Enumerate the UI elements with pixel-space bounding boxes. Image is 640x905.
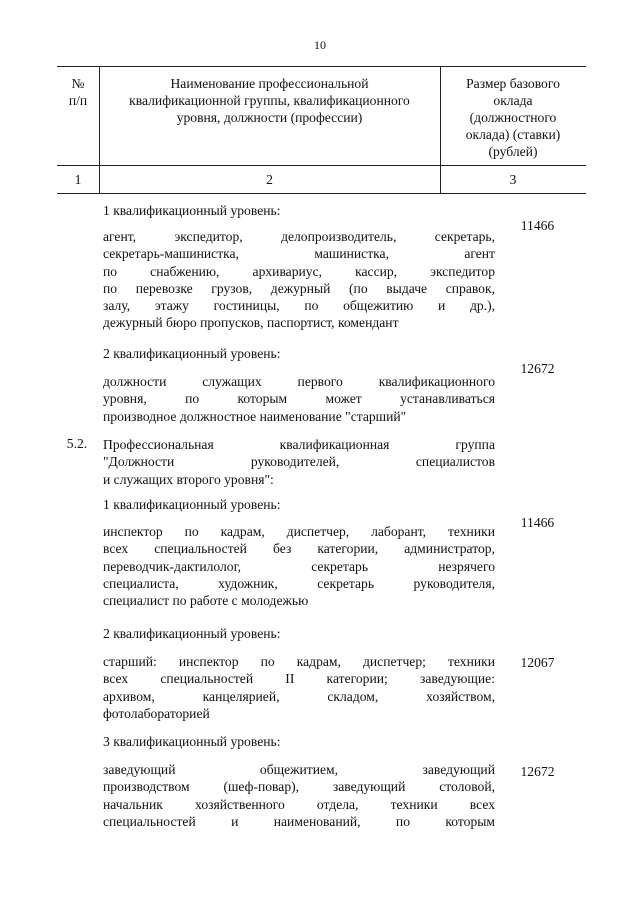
- table-header: [57, 66, 586, 194]
- level-positions: [103, 761, 495, 830]
- header-col-name-line: уровня, должности (профессии): [176, 110, 363, 125]
- group-title: [103, 436, 495, 488]
- level-positions: [103, 653, 495, 722]
- header-col-name-line: квалификационной группы, квалификационного: [129, 93, 410, 108]
- level-title: 1 квалификационный уровень:: [103, 497, 281, 512]
- salary-value: 12067: [520, 655, 555, 670]
- header-col-name-line: Наименование профессиональной: [170, 76, 369, 91]
- position-line: переводчик-дактилолог, секретарь незрячего: [103, 558, 495, 574]
- position-line: дежурный бюро пропусков, паспортист, комендант: [103, 315, 399, 331]
- level-positions: [103, 373, 495, 425]
- position-line: заведующий общежитием, заведующий: [103, 762, 495, 777]
- position-line: всех специальностей без категории, администратор,: [103, 541, 495, 557]
- header-col-number-line: п/п: [68, 93, 88, 108]
- header-top-border: [57, 66, 586, 67]
- position-line: архивом, канцелярией, складом, хозяйством,: [103, 688, 495, 704]
- header-index-2: 2: [266, 172, 273, 187]
- position-line: по перевозке грузов, дежурный (по выдаче справок,: [103, 280, 495, 296]
- header-col-salary-line: оклада: [493, 93, 533, 108]
- header-col-number: [57, 75, 99, 109]
- header-col-number-line: №: [71, 76, 85, 91]
- group-number: 5.2.: [66, 436, 88, 451]
- level-title: 2 квалификационный уровень:: [103, 346, 281, 361]
- position-line: агент, экспедитор, делопроизводитель, секретарь,: [103, 229, 495, 244]
- position-line: фотолабораторией: [103, 705, 210, 721]
- salary-value: 12672: [520, 764, 555, 779]
- level-positions: [103, 228, 495, 332]
- position-line: специалиста, художник, секретарь руководителя,: [103, 575, 495, 591]
- header-bottom-border: [57, 193, 586, 194]
- level-positions: [103, 523, 495, 609]
- group-title-line: Профессиональная квалификационная группа: [103, 437, 495, 452]
- header-col-name: [99, 75, 440, 126]
- position-line: секретарь-машинистка, машинистка, агент: [103, 246, 495, 262]
- header-index-1: 1: [74, 172, 82, 187]
- header-col-salary-line: (рублей): [488, 144, 538, 159]
- position-line: залу, этажу гостиницы, по общежитию и др.),: [103, 298, 495, 314]
- position-line: производное должностное наименование "старший": [103, 408, 407, 424]
- salary-value: 11466: [520, 515, 555, 530]
- position-line: старший: инспектор по кадрам, диспетчер; техники: [103, 654, 495, 669]
- level-title: 1 квалификационный уровень:: [103, 203, 281, 218]
- header-col-salary: [440, 75, 586, 160]
- position-line: специалист по работе с молодежью: [103, 593, 309, 609]
- header-index-3: 3: [509, 172, 517, 187]
- salary-value: 12672: [520, 361, 555, 376]
- position-line: инспектор по кадрам, диспетчер, лаборант, техники: [103, 524, 495, 539]
- level-title: 3 квалификационный уровень:: [103, 734, 281, 749]
- position-line: начальник хозяйственного отдела, техники всех: [103, 796, 495, 812]
- position-line: уровня, по которым может устанавливаться: [103, 391, 495, 407]
- header-col-salary-line: (должностного: [469, 110, 557, 125]
- position-line: всех специальностей II категории; заведующие:: [103, 671, 495, 687]
- position-line: специальностей и наименований, по которым: [103, 813, 495, 829]
- level-title: 2 квалификационный уровень:: [103, 626, 281, 641]
- header-col-salary-line: оклада) (ставки): [465, 127, 561, 142]
- position-line: должности служащих первого квалификационного: [103, 374, 495, 389]
- position-line: по снабжению, архивариус, кассир, экспедитор: [103, 263, 495, 279]
- salary-value: 11466: [520, 218, 555, 233]
- group-title-line: и служащих второго уровня":: [103, 471, 274, 487]
- page-number: 10: [314, 38, 326, 52]
- group-title-line: "Должности руководителей, специалистов: [103, 454, 495, 470]
- header-col-salary-line: Размер базового: [466, 76, 560, 91]
- header-middle-border: [57, 165, 586, 166]
- position-line: производством (шеф-повар), заведующий столовой,: [103, 779, 495, 795]
